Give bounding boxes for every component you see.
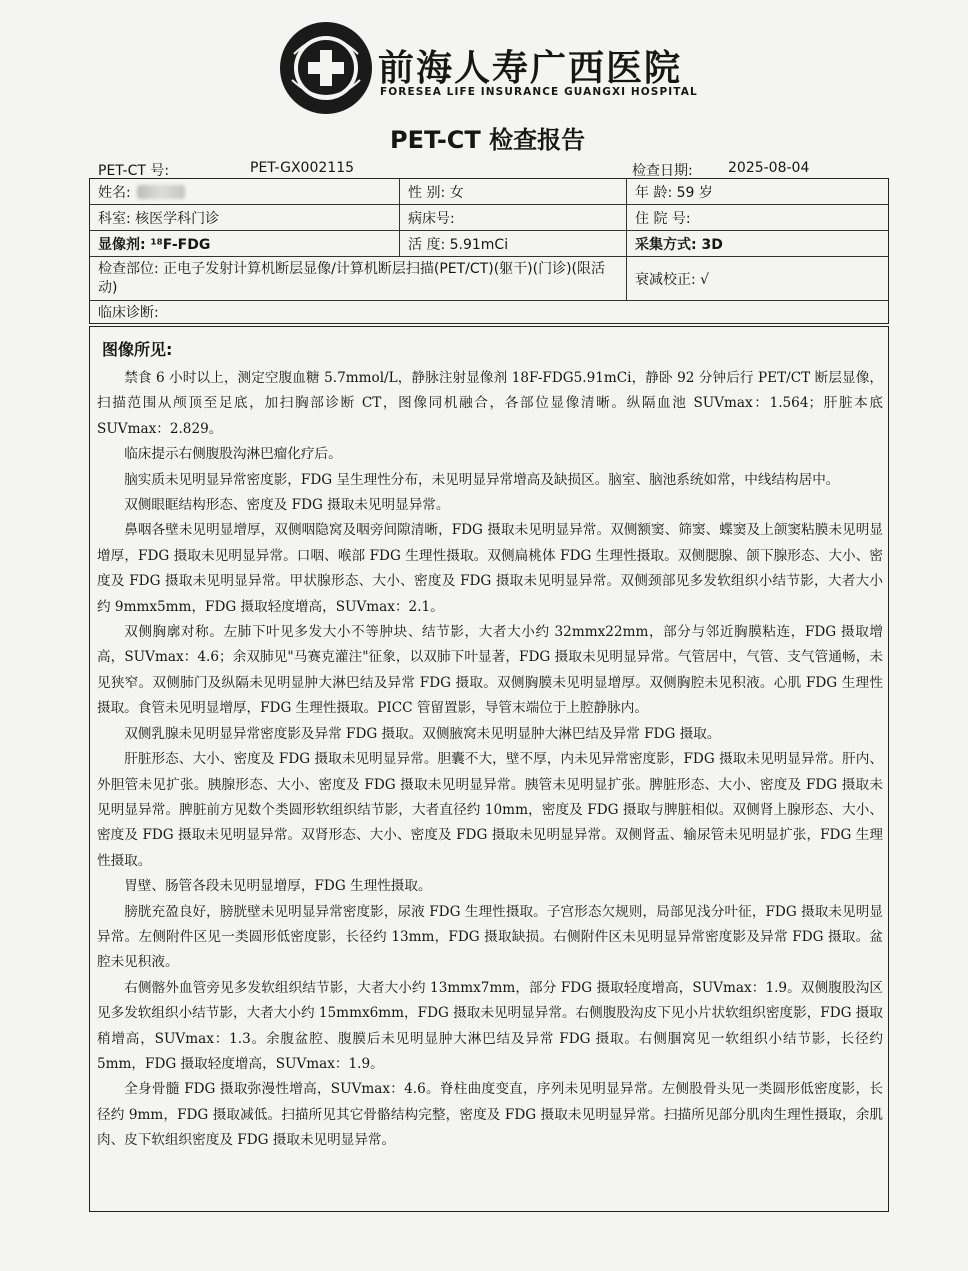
hospital-name-cn: 前海人寿广西医院 <box>378 47 683 89</box>
petct-no: PET-GX002115 <box>250 160 355 176</box>
findings-paragraph: 双侧胸廓对称。左肺下叶见多发大小不等肿块、结节影，大者大小约 32mmx22mm，部分与邻近胸膜粘连，FDG 摄取增高，SUVmax：4.6；余双肺见"马赛克灌注"征象，以双肺下叶显著，FDG 摄取未见明显异常。气管居中，气管、支气管通畅，未见狭窄。双侧肺门及纵隔未见明显肿大淋巴结及异常 FDG 摄取。双侧胸膜未见明显增厚。双侧胸腔未见积液。心肌 FDG 生理性摄取。食管未见明显增厚，FDG 生理性摄取。PICC 管留置影，导管末端位于上腔静脉内。 <box>97 624 883 717</box>
petct-no-label: PET-CT 号: <box>98 163 170 179</box>
findings-paragraph: 临床提示右侧腹股沟淋巴瘤化疗后。 <box>124 446 342 463</box>
findings-box <box>89 326 889 1212</box>
findings-paragraph: 双侧乳腺未见明显异常密度影及异常 FDG 摄取。双侧腋窝未见明显肿大淋巴结及异常 FDG 摄取。 <box>124 725 721 742</box>
patient-info-table <box>89 178 889 324</box>
attenuation-cell: 衰减校正: √ <box>626 257 888 300</box>
findings-paragraph: 膀胱充盈良好，膀胱壁未见明显异常密度影，尿液 FDG 生理性摄取。子宫形态欠规则，局部见浅分叶征，FDG 摄取未见明显异常。左侧附件区见一类圆形低密度影，长径约 13mm，FDG 摄取缺损。右侧附件区未见明显异常密度影及异常 FDG 摄取。盆腔未见积液。 <box>97 903 883 971</box>
findings-paragraph: 鼻咽各壁未见明显增厚，双侧咽隐窝及咽旁间隙清晰，FDG 摄取未见明显异常。双侧额窦、筛窦、蝶窦及上颌窦粘膜未见明显增厚，FDG 摄取未见明显异常。口咽、喉部 FDG 生理性摄取。双侧扁桃体 FDG 生理性摄取。双侧腮腺、颌下腺形态、大小、密度及 FDG 摄取未见明显异常。甲状腺形态、大小、密度及 FDG 摄取未见明显异常。双侧颈部见多发软组织小结节影，大者大小约 9mmx5mm，FDG 摄取轻度增高，SUVmax：2.1。 <box>97 522 883 615</box>
findings-paragraph: 禁食 6 小时以上，测定空腹血糖 5.7mmol/L，静脉注射显像剂 18F-FDG5.91mCi，静卧 92 分钟后行 PET/CT 断层显像，扫描范围从颅顶至足底，加扫胸部诊断 CT，图像同机融合，各部位显像清晰。纵隔血池 SUVmax：1.564；肝脏本底 SUVmax：2.829。 <box>97 370 883 437</box>
inpatient-cell: 住 院 号: <box>626 205 888 230</box>
activity-cell: 活 度: 5.91mCi <box>399 231 626 256</box>
sex-cell: 性 别: 女 <box>399 179 626 204</box>
info-row <box>90 205 888 231</box>
exam-date-label: 检查日期: <box>632 163 693 179</box>
info-row <box>90 257 888 301</box>
name-cell <box>90 179 399 204</box>
findings-paragraph: 肝脏形态、大小、密度及 FDG 摄取未见明显异常。胆囊不大，壁不厚，内未见异常密度影，FDG 摄取未见明显异常。肝内、外胆管未见扩张。胰腺形态、大小、密度及 FDG 摄取未见明显异常。胰管未见明显扩张。脾脏形态、大小、密度及 FDG 摄取未见明显异常。脾脏前方见数个类圆形软组织结节影，大者直径约 10mm，密度及 FDG 摄取与脾脏相似。双侧肾上腺形态、大小、密度及 FDG 摄取未见明显异常。双肾形态、大小、密度及 FDG 摄取未见明显异常。双侧肾盂、输尿管未见明显扩张，FDG 生理性摄取。 <box>97 751 883 869</box>
exam-date: 2025-08-04 <box>728 160 810 176</box>
info-row <box>90 231 888 257</box>
bed-cell: 病床号: <box>399 205 626 230</box>
redacted-name <box>137 185 185 199</box>
findings-title: 图像所见: <box>102 340 173 359</box>
info-row <box>90 179 888 205</box>
clinical-dx-cell: 临床诊断: <box>98 305 159 321</box>
age-cell: 年 龄: 59 岁 <box>626 179 888 204</box>
dept-cell: 科室: 核医学科门诊 <box>98 210 220 227</box>
agent-cell: 显像剂: ¹⁸F-FDG <box>98 236 211 253</box>
findings-body <box>97 366 883 1154</box>
hospital-name-en: FORESEA LIFE INSURANCE GUANGXI HOSPITAL <box>380 86 698 98</box>
findings-paragraph: 脑实质未见明显异常密度影，FDG 呈生理性分布，未见明显异常增高及缺损区。脑室、脑池系统如常，中线结构居中。 <box>124 471 840 488</box>
report-title: PET-CT 检查报告 <box>390 126 586 154</box>
findings-paragraph: 双侧眼眶结构形态、密度及 FDG 摄取未见明显异常。 <box>124 497 450 514</box>
info-row <box>90 301 888 323</box>
findings-paragraph: 全身骨髓 FDG 摄取弥漫性增高，SUVmax：4.6。脊柱曲度变直，序列未见明显异常。左侧股骨头见一类圆形低密度影，长径约 9mm，FDG 摄取减低。扫描所见其它骨骼结构完整，密度及 FDG 摄取未见明显异常。扫描所见部分肌肉生理性摄取，余肌肉、皮下软组织密度及 FDG 摄取未见明显异常。 <box>97 1081 883 1149</box>
name-label: 姓名: <box>98 184 131 201</box>
hospital-logo-icon <box>278 20 374 116</box>
exam-part-cell: 检查部位: 正电子发射计算机断层显像/计算机断层扫描(PET/CT)(躯干)(门诊)(限活动) <box>98 261 605 296</box>
findings-paragraph: 右侧髂外血管旁见多发软组织结节影，大者大小约 13mmx7mm，部分 FDG 摄取轻度增高，SUVmax：1.9。双侧腹股沟区见多发软组织小结节影，大者大小约 15mmx6mm，FDG 摄取未见明显异常。右侧腹股沟皮下见小片状软组织密度影，FDG 摄取稍增高，SUVmax：1.3。余腹盆腔、腹膜后未见明显肿大淋巴结及异常 FDG 摄取。右侧腘窝见一软组织小结节影，长径约 5mm，FDG 摄取轻度增高，SUVmax：1.9。 <box>97 979 883 1072</box>
acquisition-cell: 采集方式: 3D <box>626 231 888 256</box>
findings-paragraph: 胃壁、肠管各段未见明显增厚，FDG 生理性摄取。 <box>124 878 432 895</box>
